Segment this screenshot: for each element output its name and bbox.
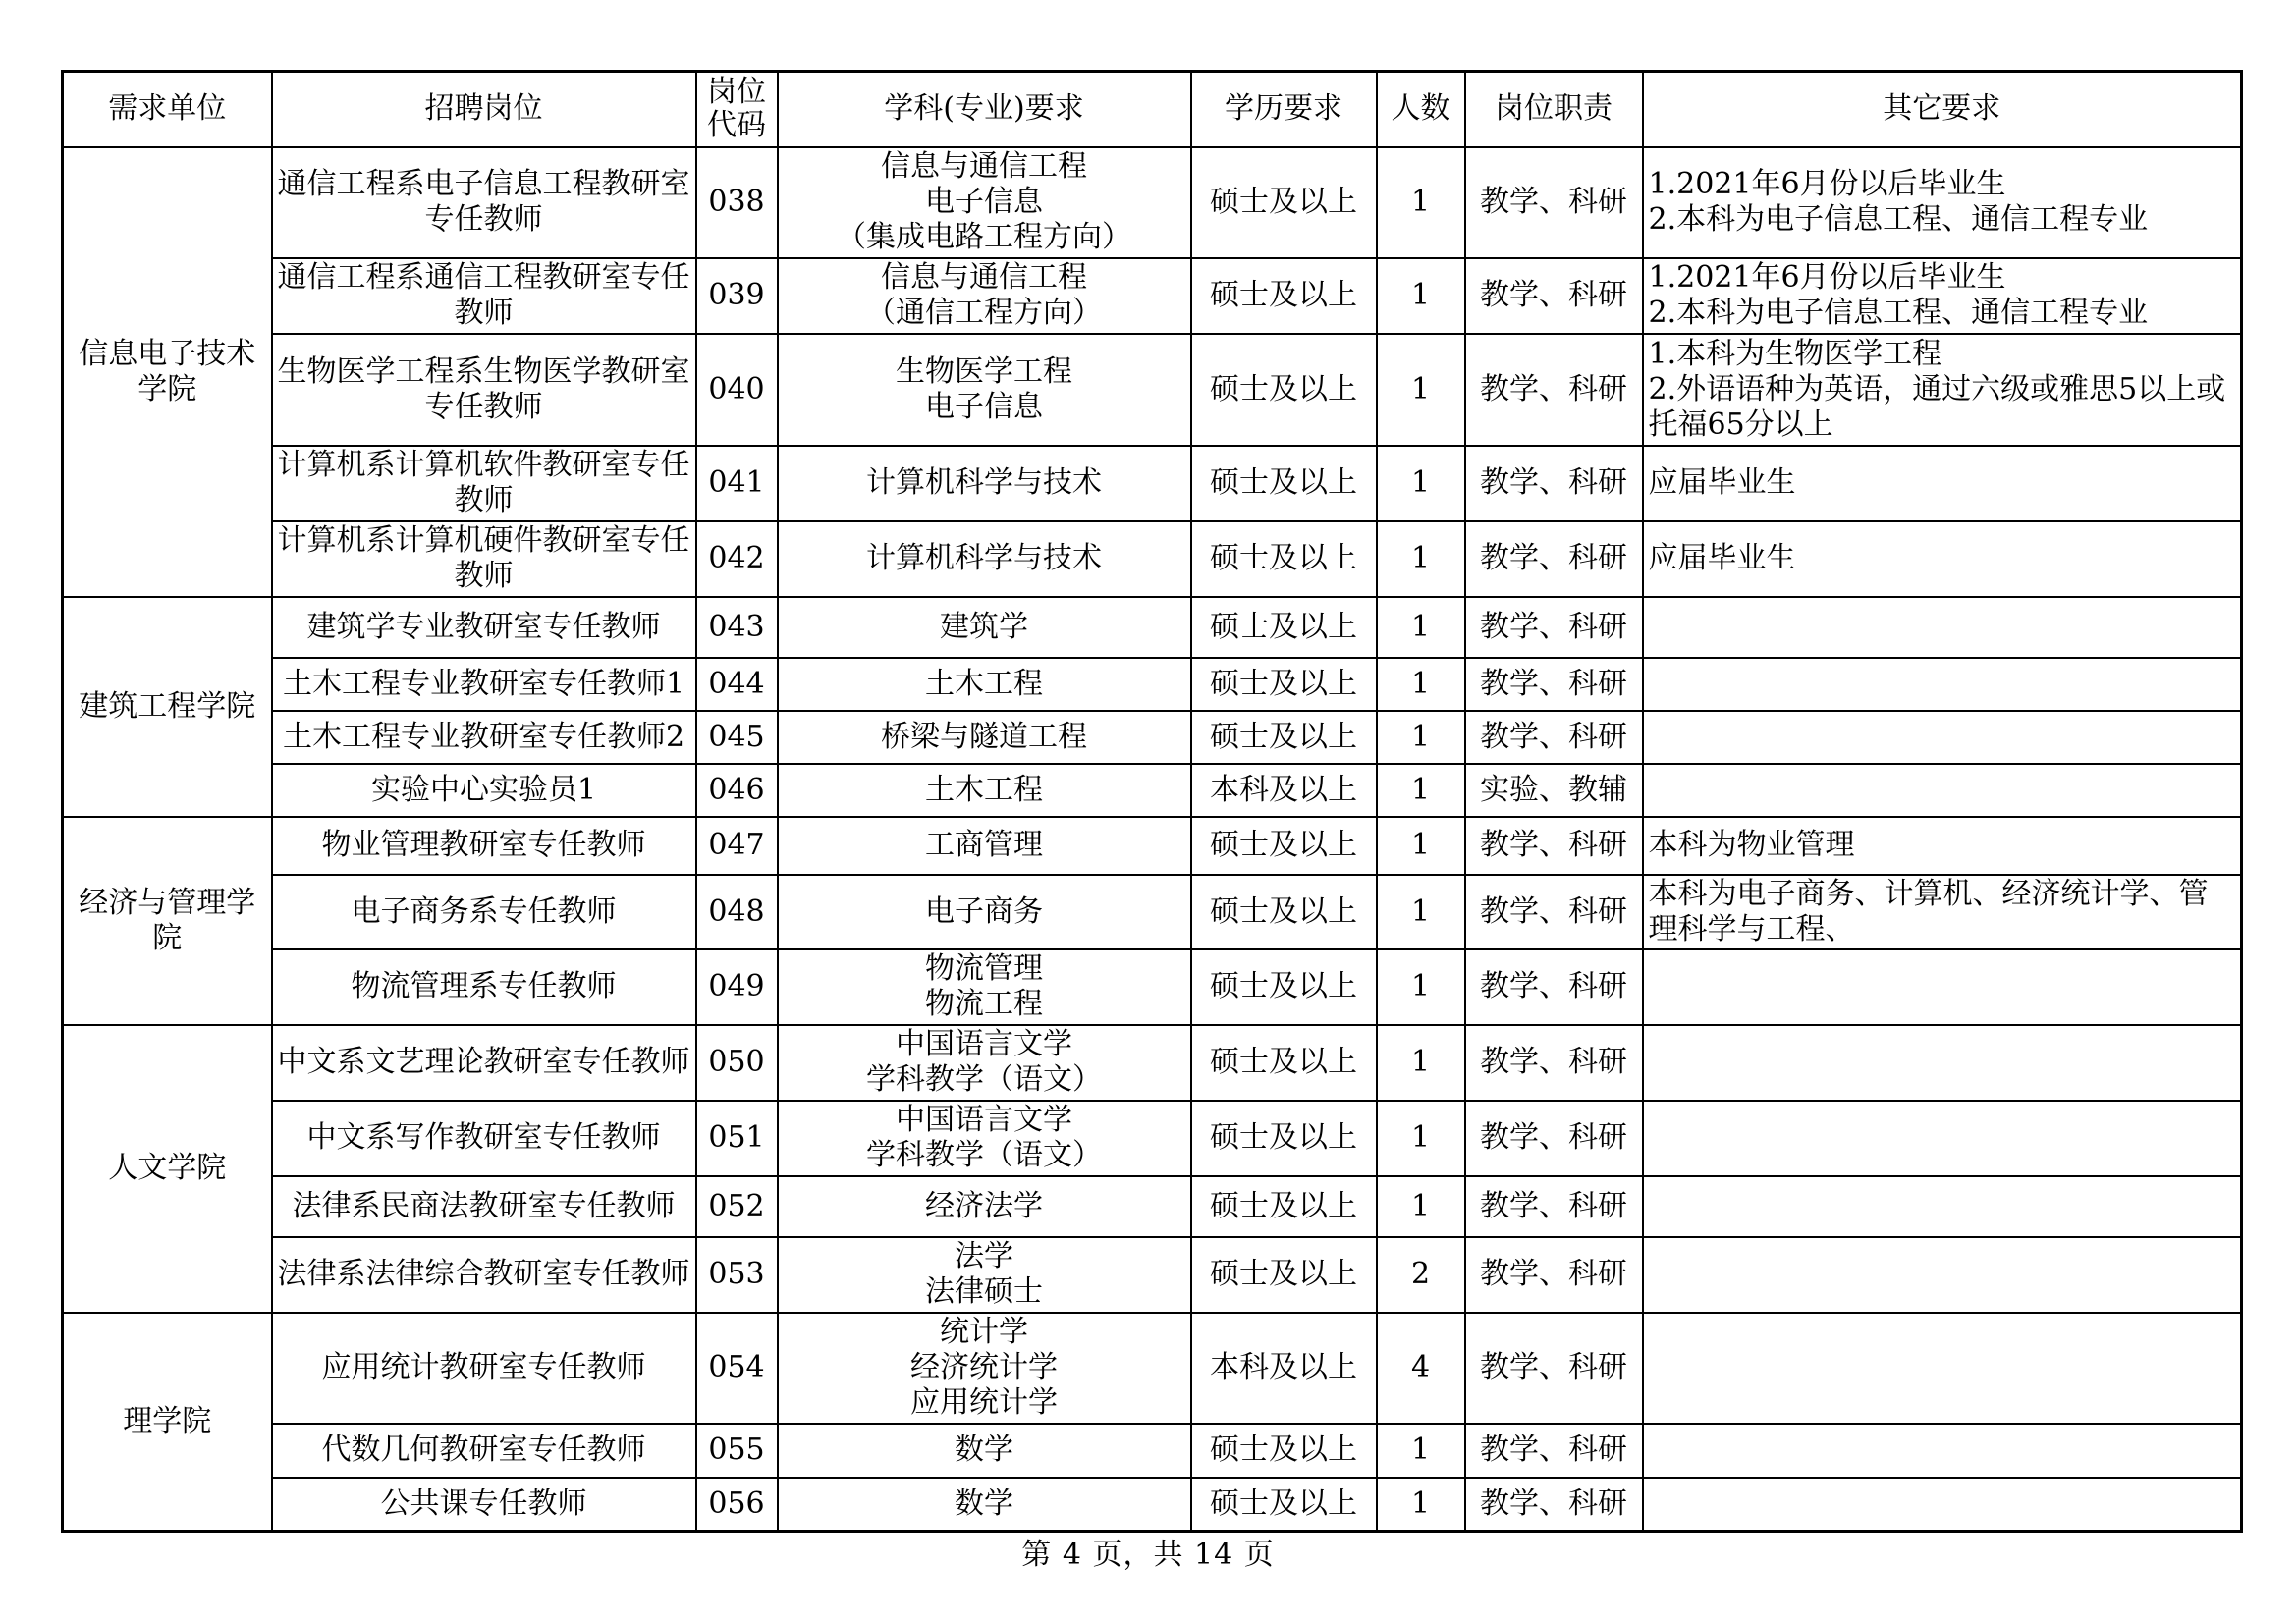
subject-cell <box>778 817 1191 875</box>
subject-cell-line: 统计学 <box>940 1315 1028 1349</box>
code-cell: 039 <box>696 258 778 334</box>
education-cell: 硕士及以上 <box>1191 1025 1377 1101</box>
education-cell: 硕士及以上 <box>1191 147 1377 258</box>
table-row <box>63 258 2242 334</box>
code-cell: 045 <box>696 711 778 764</box>
count-cell: 1 <box>1377 521 1465 597</box>
table-row <box>63 949 2242 1025</box>
duty-cell: 教学、科研 <box>1465 817 1643 875</box>
subject-cell-line: 应用统计学 <box>910 1385 1058 1420</box>
other-cell-line: 2.外语语种为英语，通过六级或雅思5以上或托福65分以上 <box>1648 371 2226 442</box>
subject-cell <box>778 1101 1191 1176</box>
post-cell: 通信工程系通信工程教研室专任教师 <box>272 258 696 334</box>
subject-cell-line: 工商管理 <box>925 828 1043 862</box>
subject-cell-line: （集成电路工程方向） <box>837 220 1131 254</box>
subject-cell-line: 数学 <box>955 1486 1013 1521</box>
education-cell: 硕士及以上 <box>1191 817 1377 875</box>
education-cell: 硕士及以上 <box>1191 949 1377 1025</box>
recruitment-table <box>61 70 2243 1533</box>
table-row <box>63 764 2242 817</box>
table-header <box>63 72 2242 147</box>
post-cell: 物业管理教研室专任教师 <box>272 817 696 875</box>
count-cell: 1 <box>1377 658 1465 711</box>
other-cell <box>1643 875 2242 949</box>
table-row <box>63 658 2242 711</box>
subject-cell <box>778 711 1191 764</box>
code-cell: 049 <box>696 949 778 1025</box>
table-row <box>63 521 2242 597</box>
unit-cell: 建筑工程学院 <box>63 597 272 817</box>
code-cell: 047 <box>696 817 778 875</box>
post-cell: 电子商务系专任教师 <box>272 875 696 949</box>
education-cell: 硕士及以上 <box>1191 446 1377 521</box>
subject-cell <box>778 1176 1191 1237</box>
duty-cell: 教学、科研 <box>1465 1424 1643 1478</box>
other-cell-line: 1.2021年6月份以后毕业生 <box>1648 260 2006 295</box>
table-row <box>63 1313 2242 1424</box>
other-cell <box>1643 1424 2242 1478</box>
duty-cell: 教学、科研 <box>1465 446 1643 521</box>
subject-cell-line: 计算机科学与技术 <box>866 465 1102 500</box>
header-unit: 需求单位 <box>63 72 272 147</box>
count-cell: 1 <box>1377 1424 1465 1478</box>
other-cell <box>1643 1025 2242 1101</box>
subject-cell <box>778 875 1191 949</box>
duty-cell: 教学、科研 <box>1465 597 1643 658</box>
count-cell: 1 <box>1377 817 1465 875</box>
duty-cell: 教学、科研 <box>1465 1237 1643 1313</box>
count-cell: 1 <box>1377 446 1465 521</box>
count-cell: 1 <box>1377 1025 1465 1101</box>
page-footer: 第 4 页，共 14 页 <box>1021 1538 1275 1572</box>
subject-cell-line: 桥梁与隧道工程 <box>881 719 1087 754</box>
code-cell: 042 <box>696 521 778 597</box>
post-cell: 法律系法律综合教研室专任教师 <box>272 1237 696 1313</box>
subject-cell-line: 土木工程 <box>925 772 1043 807</box>
table-body <box>63 147 2242 1532</box>
table-row <box>63 1424 2242 1478</box>
post-cell: 计算机系计算机软件教研室专任教师 <box>272 446 696 521</box>
subject-cell-line: 数学 <box>955 1433 1013 1467</box>
code-cell: 040 <box>696 334 778 446</box>
table-row <box>63 446 2242 521</box>
table-row <box>63 334 2242 446</box>
other-cell <box>1643 1313 2242 1424</box>
post-cell: 生物医学工程系生物医学教研室专任教师 <box>272 334 696 446</box>
post-cell: 土木工程专业教研室专任教师2 <box>272 711 696 764</box>
other-cell-line: 应届毕业生 <box>1648 541 1796 575</box>
other-cell <box>1643 817 2242 875</box>
post-cell: 中文系文艺理论教研室专任教师 <box>272 1025 696 1101</box>
header-other: 其它要求 <box>1643 72 2242 147</box>
code-cell: 056 <box>696 1478 778 1532</box>
education-cell: 硕士及以上 <box>1191 1478 1377 1532</box>
other-cell-line: 2.本科为电子信息工程、通信工程专业 <box>1648 296 2149 330</box>
subject-cell-line: 法学 <box>955 1239 1013 1273</box>
education-cell: 本科及以上 <box>1191 1313 1377 1424</box>
unit-cell: 经济与管理学院 <box>63 817 272 1025</box>
subject-cell-line: 电子信息 <box>925 389 1043 424</box>
subject-cell-line: 计算机科学与技术 <box>866 541 1102 575</box>
other-cell-line: 2.本科为电子信息工程、通信工程专业 <box>1648 202 2149 237</box>
header-subject: 学科(专业)要求 <box>778 72 1191 147</box>
table-row <box>63 1237 2242 1313</box>
education-cell: 硕士及以上 <box>1191 1424 1377 1478</box>
other-cell-line: 1.2021年6月份以后毕业生 <box>1648 167 2006 201</box>
education-cell: 硕士及以上 <box>1191 597 1377 658</box>
other-cell <box>1643 949 2242 1025</box>
code-cell: 041 <box>696 446 778 521</box>
other-cell <box>1643 597 2242 658</box>
education-cell: 硕士及以上 <box>1191 658 1377 711</box>
subject-cell <box>778 949 1191 1025</box>
table-row <box>63 1478 2242 1532</box>
subject-cell-line: 经济法学 <box>925 1188 1043 1223</box>
subject-cell <box>778 334 1191 446</box>
other-cell-line: 应届毕业生 <box>1648 465 1796 500</box>
other-cell <box>1643 764 2242 817</box>
duty-cell: 教学、科研 <box>1465 1101 1643 1176</box>
education-cell: 硕士及以上 <box>1191 1176 1377 1237</box>
other-cell <box>1643 521 2242 597</box>
count-cell: 1 <box>1377 1176 1465 1237</box>
count-cell: 1 <box>1377 949 1465 1025</box>
other-cell-line: 本科为物业管理 <box>1648 828 1855 862</box>
post-cell: 公共课专任教师 <box>272 1478 696 1532</box>
subject-cell-line: 电子商务 <box>925 893 1043 929</box>
table-row <box>63 1176 2242 1237</box>
subject-cell <box>778 1025 1191 1101</box>
header-code: 岗位代码 <box>696 72 778 147</box>
count-cell: 1 <box>1377 1478 1465 1532</box>
other-cell <box>1643 1478 2242 1532</box>
table-row <box>63 817 2242 875</box>
count-cell: 1 <box>1377 764 1465 817</box>
header-duty: 岗位职责 <box>1465 72 1643 147</box>
other-cell <box>1643 1176 2242 1237</box>
post-cell: 计算机系计算机硬件教研室专任教师 <box>272 521 696 597</box>
subject-cell <box>778 147 1191 258</box>
subject-cell-line: 土木工程 <box>925 666 1043 701</box>
subject-cell <box>778 1478 1191 1532</box>
duty-cell: 教学、科研 <box>1465 1176 1643 1237</box>
table-row <box>63 1101 2242 1176</box>
education-cell: 硕士及以上 <box>1191 1237 1377 1313</box>
count-cell: 1 <box>1377 1101 1465 1176</box>
table-row <box>63 147 2242 258</box>
post-cell: 法律系民商法教研室专任教师 <box>272 1176 696 1237</box>
count-cell: 1 <box>1377 711 1465 764</box>
other-cell <box>1643 446 2242 521</box>
duty-cell: 教学、科研 <box>1465 1025 1643 1101</box>
unit-cell: 理学院 <box>63 1313 272 1532</box>
table-row <box>63 1025 2242 1101</box>
count-cell: 1 <box>1377 597 1465 658</box>
duty-cell: 教学、科研 <box>1465 658 1643 711</box>
other-cell-line: 本科为电子商务、计算机、经济统计学、管理科学与工程、 <box>1648 876 2209 947</box>
code-cell: 038 <box>696 147 778 258</box>
other-cell <box>1643 258 2242 334</box>
other-cell <box>1643 334 2242 446</box>
post-cell: 实验中心实验员1 <box>272 764 696 817</box>
subject-cell-line: 生物医学工程 <box>896 353 1072 389</box>
count-cell: 1 <box>1377 875 1465 949</box>
other-cell <box>1643 147 2242 258</box>
subject-cell <box>778 1313 1191 1424</box>
post-cell: 中文系写作教研室专任教师 <box>272 1101 696 1176</box>
unit-cell: 人文学院 <box>63 1025 272 1313</box>
count-cell: 1 <box>1377 147 1465 258</box>
subject-cell <box>778 258 1191 334</box>
education-cell: 硕士及以上 <box>1191 334 1377 446</box>
duty-cell: 教学、科研 <box>1465 258 1643 334</box>
subject-cell <box>778 1237 1191 1313</box>
duty-cell: 教学、科研 <box>1465 147 1643 258</box>
count-cell: 1 <box>1377 258 1465 334</box>
subject-cell-line: 学科教学（语文） <box>866 1138 1102 1172</box>
education-cell: 本科及以上 <box>1191 764 1377 817</box>
code-cell: 051 <box>696 1101 778 1176</box>
subject-cell-line: 物流管理 <box>925 951 1043 986</box>
subject-cell-line: 建筑学 <box>940 609 1028 644</box>
duty-cell: 教学、科研 <box>1465 949 1643 1025</box>
post-cell: 应用统计教研室专任教师 <box>272 1313 696 1424</box>
post-cell: 土木工程专业教研室专任教师1 <box>272 658 696 711</box>
subject-cell-line: 信息与通信工程 <box>881 149 1087 184</box>
subject-cell <box>778 658 1191 711</box>
other-cell <box>1643 1101 2242 1176</box>
code-cell: 050 <box>696 1025 778 1101</box>
subject-cell-line: 学科教学（语文） <box>866 1062 1102 1097</box>
subject-cell-line: 信息与通信工程 <box>881 260 1087 295</box>
code-cell: 048 <box>696 875 778 949</box>
header-count: 人数 <box>1377 72 1465 147</box>
count-cell: 1 <box>1377 334 1465 446</box>
duty-cell: 实验、教辅 <box>1465 764 1643 817</box>
code-cell: 055 <box>696 1424 778 1478</box>
subject-cell-line: 法律硕士 <box>925 1274 1043 1309</box>
subject-cell <box>778 597 1191 658</box>
table-row <box>63 597 2242 658</box>
education-cell: 硕士及以上 <box>1191 875 1377 949</box>
duty-cell: 教学、科研 <box>1465 711 1643 764</box>
code-cell: 052 <box>696 1176 778 1237</box>
code-cell: 054 <box>696 1313 778 1424</box>
post-cell: 物流管理系专任教师 <box>272 949 696 1025</box>
subject-cell-line: 中国语言文学 <box>896 1103 1072 1137</box>
post-cell: 代数几何教研室专任教师 <box>272 1424 696 1478</box>
duty-cell: 教学、科研 <box>1465 334 1643 446</box>
subject-cell <box>778 446 1191 521</box>
code-cell: 043 <box>696 597 778 658</box>
count-cell: 2 <box>1377 1237 1465 1313</box>
subject-cell-line: （通信工程方向） <box>866 296 1102 330</box>
post-cell: 通信工程系电子信息工程教研室专任教师 <box>272 147 696 258</box>
post-cell: 建筑学专业教研室专任教师 <box>272 597 696 658</box>
subject-cell-line: 电子信息 <box>925 185 1043 219</box>
table-row <box>63 711 2242 764</box>
subject-cell-line: 物流工程 <box>925 987 1043 1021</box>
code-cell: 044 <box>696 658 778 711</box>
subject-cell <box>778 764 1191 817</box>
count-cell: 4 <box>1377 1313 1465 1424</box>
subject-cell <box>778 1424 1191 1478</box>
education-cell: 硕士及以上 <box>1191 1101 1377 1176</box>
duty-cell: 教学、科研 <box>1465 1313 1643 1424</box>
subject-cell <box>778 521 1191 597</box>
other-cell-line: 1.本科为生物医学工程 <box>1648 336 1942 371</box>
other-cell <box>1643 658 2242 711</box>
subject-cell-line: 中国语言文学 <box>896 1027 1072 1061</box>
duty-cell: 教学、科研 <box>1465 875 1643 949</box>
code-cell: 046 <box>696 764 778 817</box>
education-cell: 硕士及以上 <box>1191 521 1377 597</box>
other-cell <box>1643 711 2242 764</box>
unit-cell: 信息电子技术学院 <box>63 147 272 597</box>
table-row <box>63 875 2242 949</box>
code-cell: 053 <box>696 1237 778 1313</box>
duty-cell: 教学、科研 <box>1465 521 1643 597</box>
duty-cell: 教学、科研 <box>1465 1478 1643 1532</box>
education-cell: 硕士及以上 <box>1191 711 1377 764</box>
header-education: 学历要求 <box>1191 72 1377 147</box>
education-cell: 硕士及以上 <box>1191 258 1377 334</box>
other-cell <box>1643 1237 2242 1313</box>
subject-cell-line: 经济统计学 <box>910 1350 1058 1384</box>
header-post: 招聘岗位 <box>272 72 696 147</box>
